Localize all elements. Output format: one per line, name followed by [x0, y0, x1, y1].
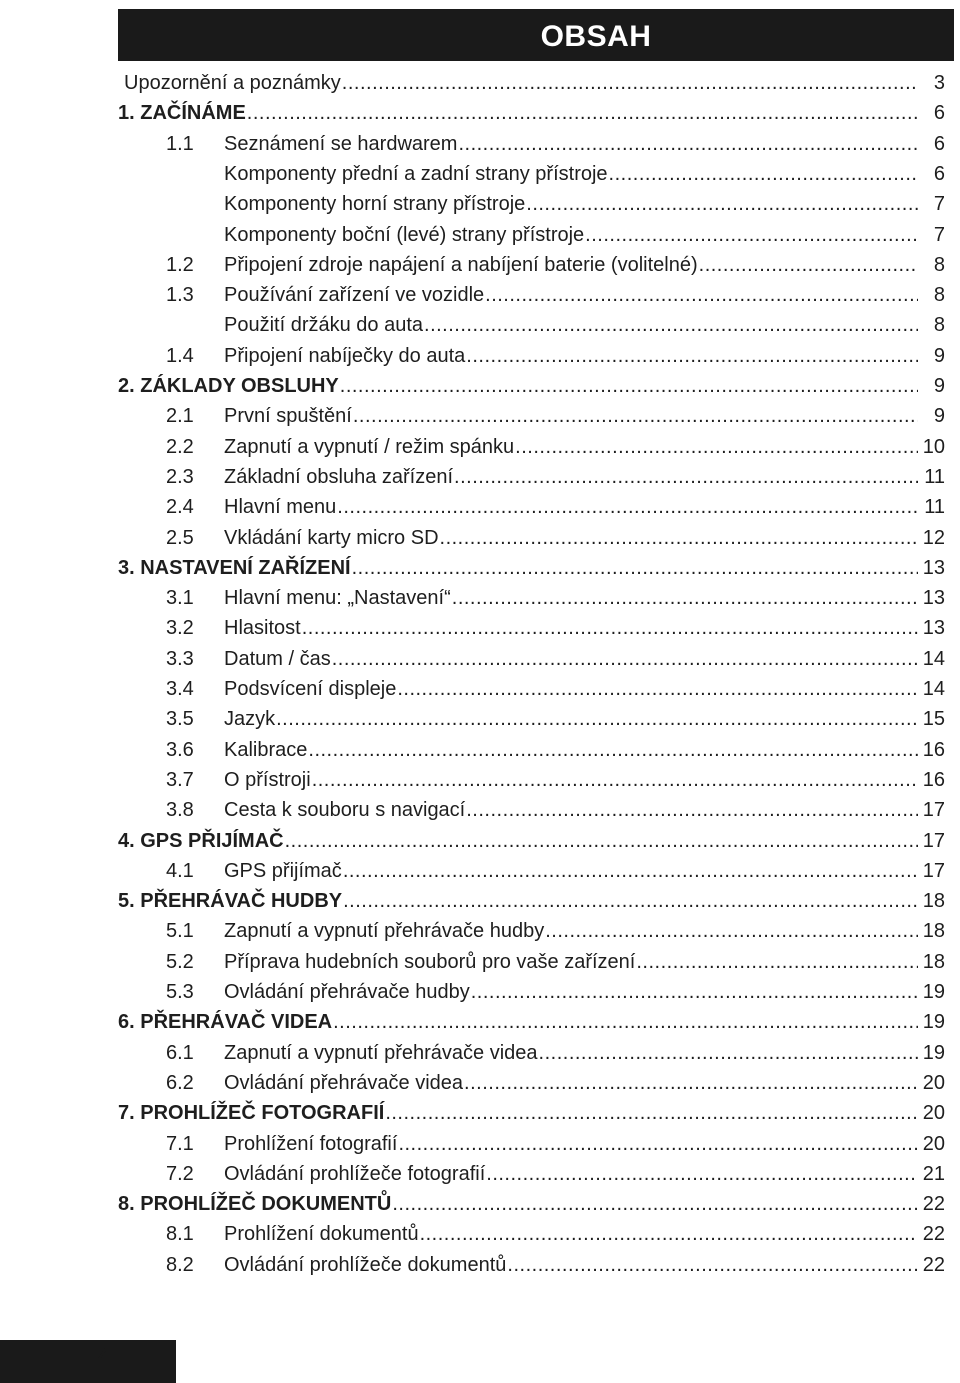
toc-entry-page: 6 — [933, 132, 945, 155]
toc-entry-label: 8. PROHLÍŽEČ DOKUMENTŮ — [118, 1193, 392, 1216]
header-bar — [118, 9, 954, 61]
toc-entry-page: 16 — [922, 768, 945, 791]
toc-entry-number: 5.1 — [166, 920, 194, 943]
toc-entry-line — [118, 98, 945, 128]
dot-leader — [515, 432, 918, 462]
toc-entry[interactable] — [0, 371, 960, 401]
toc-entry-line — [224, 856, 945, 886]
toc-entry-label: 1. ZAČÍNÁME — [118, 102, 246, 125]
toc-entry[interactable] — [0, 129, 960, 159]
toc-entry-line — [224, 1068, 945, 1098]
toc-entry-number: 3.5 — [166, 708, 194, 731]
toc-entry[interactable] — [0, 613, 960, 643]
toc-entry-label: Hlavní menu: „Nastavení“ — [224, 587, 451, 610]
toc-entry-line — [118, 886, 945, 916]
toc-entry-number: 3.7 — [166, 768, 194, 791]
toc-entry-page: 8 — [933, 253, 945, 276]
toc-entry[interactable] — [0, 1098, 960, 1128]
dot-leader — [332, 644, 918, 674]
toc-entry-line — [224, 432, 945, 462]
toc-entry-line — [224, 1038, 945, 1068]
toc-entry-label: Zapnutí a vypnutí přehrávače hudby — [224, 920, 545, 943]
toc-entry[interactable] — [0, 795, 960, 825]
toc-entry-page: 17 — [922, 829, 945, 852]
toc-entry-number: 2.3 — [166, 465, 194, 488]
dot-leader — [342, 68, 918, 98]
toc-entry-number: 8.2 — [166, 1253, 194, 1276]
toc-entry-number: 3.2 — [166, 617, 194, 640]
toc-entry-line — [118, 1098, 945, 1128]
toc-entry-label: 2. ZÁKLADY OBSLUHY — [118, 375, 339, 397]
toc-entry-line — [224, 765, 945, 795]
toc-entry[interactable] — [0, 1129, 960, 1159]
dot-leader — [466, 341, 918, 371]
toc-entry-label: První spuštění — [224, 405, 352, 428]
toc-entry-page: 22 — [922, 1253, 945, 1276]
toc-entry-page: 13 — [922, 556, 945, 579]
toc-entry-line — [224, 401, 945, 431]
dot-leader — [397, 674, 918, 704]
dot-leader — [333, 1007, 918, 1037]
toc-entry[interactable] — [0, 68, 960, 98]
toc-entry-number: 3.4 — [166, 678, 194, 700]
toc-entry-line — [224, 583, 945, 613]
toc-entry[interactable] — [0, 1159, 960, 1189]
toc-entry[interactable] — [0, 1007, 960, 1037]
toc-entry-label: Ovládání přehrávače hudby — [224, 981, 470, 1003]
page-number-bar — [0, 1340, 176, 1383]
toc-entry-number: 1.4 — [166, 344, 194, 367]
toc-entry[interactable] — [0, 916, 960, 946]
dot-leader — [471, 977, 918, 1007]
toc-entry-number: 5.3 — [166, 981, 194, 1003]
toc-entry[interactable] — [0, 432, 960, 462]
toc-entry[interactable] — [0, 98, 960, 128]
toc-entry[interactable] — [0, 1189, 960, 1219]
toc-entry-page: 22 — [922, 1193, 945, 1216]
toc-entry-line — [118, 1189, 945, 1219]
toc-entry-page: 20 — [922, 1132, 945, 1155]
toc-entry-page: 13 — [922, 587, 945, 610]
dot-leader — [485, 280, 918, 310]
toc-entry[interactable] — [0, 401, 960, 431]
toc-entry-number: 1.3 — [166, 284, 194, 307]
toc-entry-page: 9 — [933, 344, 945, 367]
toc-entry-line — [224, 1129, 945, 1159]
toc-entry[interactable] — [0, 1219, 960, 1249]
toc-entry[interactable] — [0, 462, 960, 492]
dot-leader — [392, 1189, 918, 1219]
toc-entry-label: Vkládání karty micro SD — [224, 526, 439, 549]
toc-entry-number: 1.1 — [166, 132, 194, 155]
toc-entry-line — [224, 613, 945, 643]
toc-entry-label: Seznámení se hardwarem — [224, 132, 458, 155]
toc-entry-page: 20 — [922, 1071, 945, 1094]
toc-entry-page: 10 — [922, 435, 945, 458]
toc-entry-page: 11 — [924, 465, 945, 488]
toc-entry[interactable] — [0, 886, 960, 916]
toc-entry-line — [118, 826, 945, 856]
toc-entry[interactable] — [0, 189, 960, 219]
toc-entry-number: 6.2 — [166, 1071, 194, 1094]
dot-leader — [466, 795, 918, 825]
page-number: 4 — [98, 1343, 112, 1370]
toc-entry-page: 18 — [922, 950, 945, 973]
toc-entry-number: 2.4 — [166, 496, 194, 519]
toc-entry-line — [224, 310, 945, 340]
toc-entry-number: 2.1 — [166, 405, 194, 428]
dot-leader — [353, 401, 918, 431]
toc-entry-label: Komponenty přední a zadní strany přístroje — [224, 162, 608, 185]
dot-leader — [507, 1250, 918, 1280]
toc-entry-page: 19 — [922, 1011, 945, 1034]
toc-entry-page: 14 — [922, 647, 945, 670]
toc-entry-page: 17 — [922, 859, 945, 882]
toc-entry[interactable] — [0, 492, 960, 522]
dot-leader — [609, 159, 918, 189]
toc-entry-number: 7.1 — [166, 1132, 194, 1155]
toc-entry-line — [224, 795, 945, 825]
toc-entry-number: 6.1 — [166, 1041, 194, 1064]
toc-entry[interactable] — [0, 310, 960, 340]
toc-entry-number: 3.6 — [166, 738, 194, 761]
toc-entry-number: 3.3 — [166, 647, 194, 670]
toc-entry-label: Prohlížení dokumentů — [224, 1223, 419, 1246]
dot-leader — [454, 462, 918, 492]
toc-entry-number: 4.1 — [166, 859, 194, 882]
dot-leader — [486, 1159, 918, 1189]
toc-entry-line — [118, 553, 945, 583]
dot-leader — [699, 250, 918, 280]
dot-leader — [308, 735, 918, 765]
dot-leader — [247, 98, 918, 128]
toc-entry[interactable] — [0, 583, 960, 613]
dot-leader — [424, 310, 918, 340]
toc-entry-label: Zapnutí a vypnutí / režim spánku — [224, 435, 515, 458]
toc-entry[interactable] — [0, 1250, 960, 1280]
toc-entry-page: 17 — [922, 799, 945, 822]
toc-entry-label: 3. NASTAVENÍ ZAŘÍZENÍ — [118, 556, 351, 579]
toc-entry-page: 21 — [922, 1162, 945, 1185]
toc-entry[interactable] — [0, 826, 960, 856]
dot-leader — [343, 886, 918, 916]
toc-entry[interactable] — [0, 250, 960, 280]
toc-entry-page: 6 — [933, 162, 945, 185]
toc-entry-number: 3.1 — [166, 587, 194, 610]
toc-entry[interactable] — [0, 1068, 960, 1098]
toc-entry-label: Ovládání přehrávače videa — [224, 1071, 464, 1094]
dot-leader — [545, 916, 918, 946]
toc-entry-label: Připojení nabíječky do auta — [224, 344, 466, 367]
toc-entry-line — [118, 1007, 945, 1037]
toc-entry-label: Hlavní menu — [224, 496, 337, 519]
toc-entry-number: 5.2 — [166, 950, 194, 973]
toc-entry-page: 6 — [933, 102, 945, 125]
toc-entry-page: 20 — [922, 1102, 945, 1125]
toc-entry-line — [224, 462, 945, 492]
toc-entry-label: Zapnutí a vypnutí přehrávače videa — [224, 1041, 538, 1064]
toc-entry-page: 8 — [933, 314, 945, 337]
toc-entry-page: 19 — [922, 1041, 945, 1064]
dot-leader — [385, 1098, 918, 1128]
toc-entry[interactable] — [0, 523, 960, 553]
toc-entry[interactable] — [0, 220, 960, 250]
toc-entry[interactable] — [0, 674, 960, 704]
toc-entry-label: Ovládání prohlížeče fotografií — [224, 1162, 486, 1185]
toc-entry-line — [124, 68, 945, 98]
toc-entry-page: 15 — [922, 708, 945, 731]
toc-entry-label: Cesta k souboru s navigací — [224, 799, 466, 822]
dot-leader — [636, 947, 918, 977]
dot-leader — [458, 129, 918, 159]
toc-entry[interactable] — [0, 341, 960, 371]
toc-entry-line — [118, 371, 945, 401]
toc-entry-page: 14 — [922, 678, 945, 700]
toc-entry-label: Příprava hudebních souborů pro vaše zařízení — [224, 950, 636, 973]
toc-entry-page: 8 — [933, 284, 945, 307]
dot-leader — [398, 1129, 918, 1159]
toc-entry-line — [224, 947, 945, 977]
toc-entry[interactable] — [0, 280, 960, 310]
toc-entry-label: Hlasitost — [224, 617, 301, 640]
toc-entry-line — [224, 250, 945, 280]
toc-entry-label: Základní obsluha zařízení — [224, 465, 454, 488]
toc-entry[interactable] — [0, 765, 960, 795]
dot-leader — [285, 826, 918, 856]
toc-entry-label: Připojení zdroje napájení a nabíjení baterie (volitelné) — [224, 253, 698, 276]
dot-leader — [302, 613, 918, 643]
toc-entry-line — [224, 159, 945, 189]
toc-entry-label: Prohlížení fotografií — [224, 1132, 398, 1155]
toc-entry-label: Ovládání prohlížeče dokumentů — [224, 1253, 507, 1276]
toc-entry-line — [224, 644, 945, 674]
toc-entry-line — [224, 220, 945, 250]
toc-entry-line — [224, 674, 945, 704]
toc-entry-label: Použití držáku do auta — [224, 314, 424, 337]
toc-entry[interactable] — [0, 159, 960, 189]
toc-entry-page: 11 — [924, 496, 945, 519]
toc-entry-line — [224, 189, 945, 219]
toc-entry-number: 8.1 — [166, 1223, 194, 1246]
toc-entry-label: O přístroji — [224, 768, 311, 791]
toc-entry-line — [224, 341, 945, 371]
toc-entry-label: Komponenty horní strany přístroje — [224, 193, 526, 216]
toc-entry-page: 7 — [933, 223, 945, 246]
dot-leader — [539, 1038, 918, 1068]
dot-leader — [352, 553, 918, 583]
toc-entry-page: 7 — [933, 193, 945, 216]
toc-entry[interactable] — [0, 735, 960, 765]
toc-entry-label: 5. PŘEHRÁVAČ HUDBY — [118, 890, 343, 913]
toc-entry-label: Používání zařízení ve vozidle — [224, 284, 485, 307]
toc-entry-label: Datum / čas — [224, 647, 331, 670]
toc-entry-label: 6. PŘEHRÁVAČ VIDEA — [118, 1011, 333, 1034]
toc-entry[interactable] — [0, 947, 960, 977]
toc-entry-label: Komponenty boční (levé) strany přístroje — [224, 223, 585, 246]
toc-entry-page: 18 — [922, 890, 945, 913]
toc-entry-line — [224, 129, 945, 159]
toc-entry-page: 16 — [922, 738, 945, 761]
page-title: OBSAH — [540, 20, 652, 53]
toc-entry-number: 2.2 — [166, 435, 194, 458]
toc-entry-page: 19 — [922, 981, 945, 1003]
toc-entry[interactable] — [0, 704, 960, 734]
dot-leader — [343, 856, 918, 886]
toc-entry-page: 18 — [922, 920, 945, 943]
toc-entry-line — [224, 1250, 945, 1280]
dot-leader — [420, 1219, 918, 1249]
toc-entry-label: Upozornění a poznámky — [124, 72, 341, 94]
toc-entry-line — [224, 735, 945, 765]
toc-entry-label: 7. PROHLÍŽEČ FOTOGRAFIÍ — [118, 1102, 385, 1125]
toc-entry-label: Kalibrace — [224, 738, 308, 761]
toc-entry-number: 7.2 — [166, 1162, 194, 1185]
toc-entry[interactable] — [0, 553, 960, 583]
toc-entry-line — [224, 523, 945, 553]
toc-entry-page: 22 — [922, 1223, 945, 1246]
dot-leader — [337, 492, 918, 522]
dot-leader — [440, 523, 918, 553]
toc-entry-line — [224, 280, 945, 310]
toc-entry-line — [224, 1219, 945, 1249]
toc-entry-page: 9 — [933, 375, 945, 397]
toc-entry-label: Podsvícení displeje — [224, 678, 397, 700]
toc-entry-number: 3.8 — [166, 799, 194, 822]
toc-entry-label: 4. GPS PŘIJÍMAČ — [118, 829, 284, 852]
toc-entry-page: 3 — [933, 72, 945, 94]
toc-entry-page: 9 — [933, 405, 945, 428]
dot-leader — [526, 189, 918, 219]
dot-leader — [464, 1068, 918, 1098]
toc-entry-label: Jazyk — [224, 708, 276, 731]
dot-leader — [276, 704, 918, 734]
toc-entry-number: 2.5 — [166, 526, 194, 549]
toc-entry-line — [224, 1159, 945, 1189]
toc-entry-line — [224, 492, 945, 522]
toc-entry-page: 13 — [922, 617, 945, 640]
toc-entry-line — [224, 916, 945, 946]
toc-entry-line — [224, 704, 945, 734]
toc-entry[interactable] — [0, 856, 960, 886]
toc-entry-page: 12 — [922, 526, 945, 549]
toc-entry[interactable] — [0, 644, 960, 674]
toc-entry[interactable] — [0, 977, 960, 1007]
dot-leader — [312, 765, 918, 795]
dot-leader — [452, 583, 918, 613]
dot-leader — [585, 220, 918, 250]
toc-entry-label: GPS přijímač — [224, 859, 342, 882]
toc-entry-line — [224, 977, 945, 1007]
toc-entry-number: 1.2 — [166, 253, 194, 276]
dot-leader — [340, 371, 918, 401]
toc-entry[interactable] — [0, 1038, 960, 1068]
